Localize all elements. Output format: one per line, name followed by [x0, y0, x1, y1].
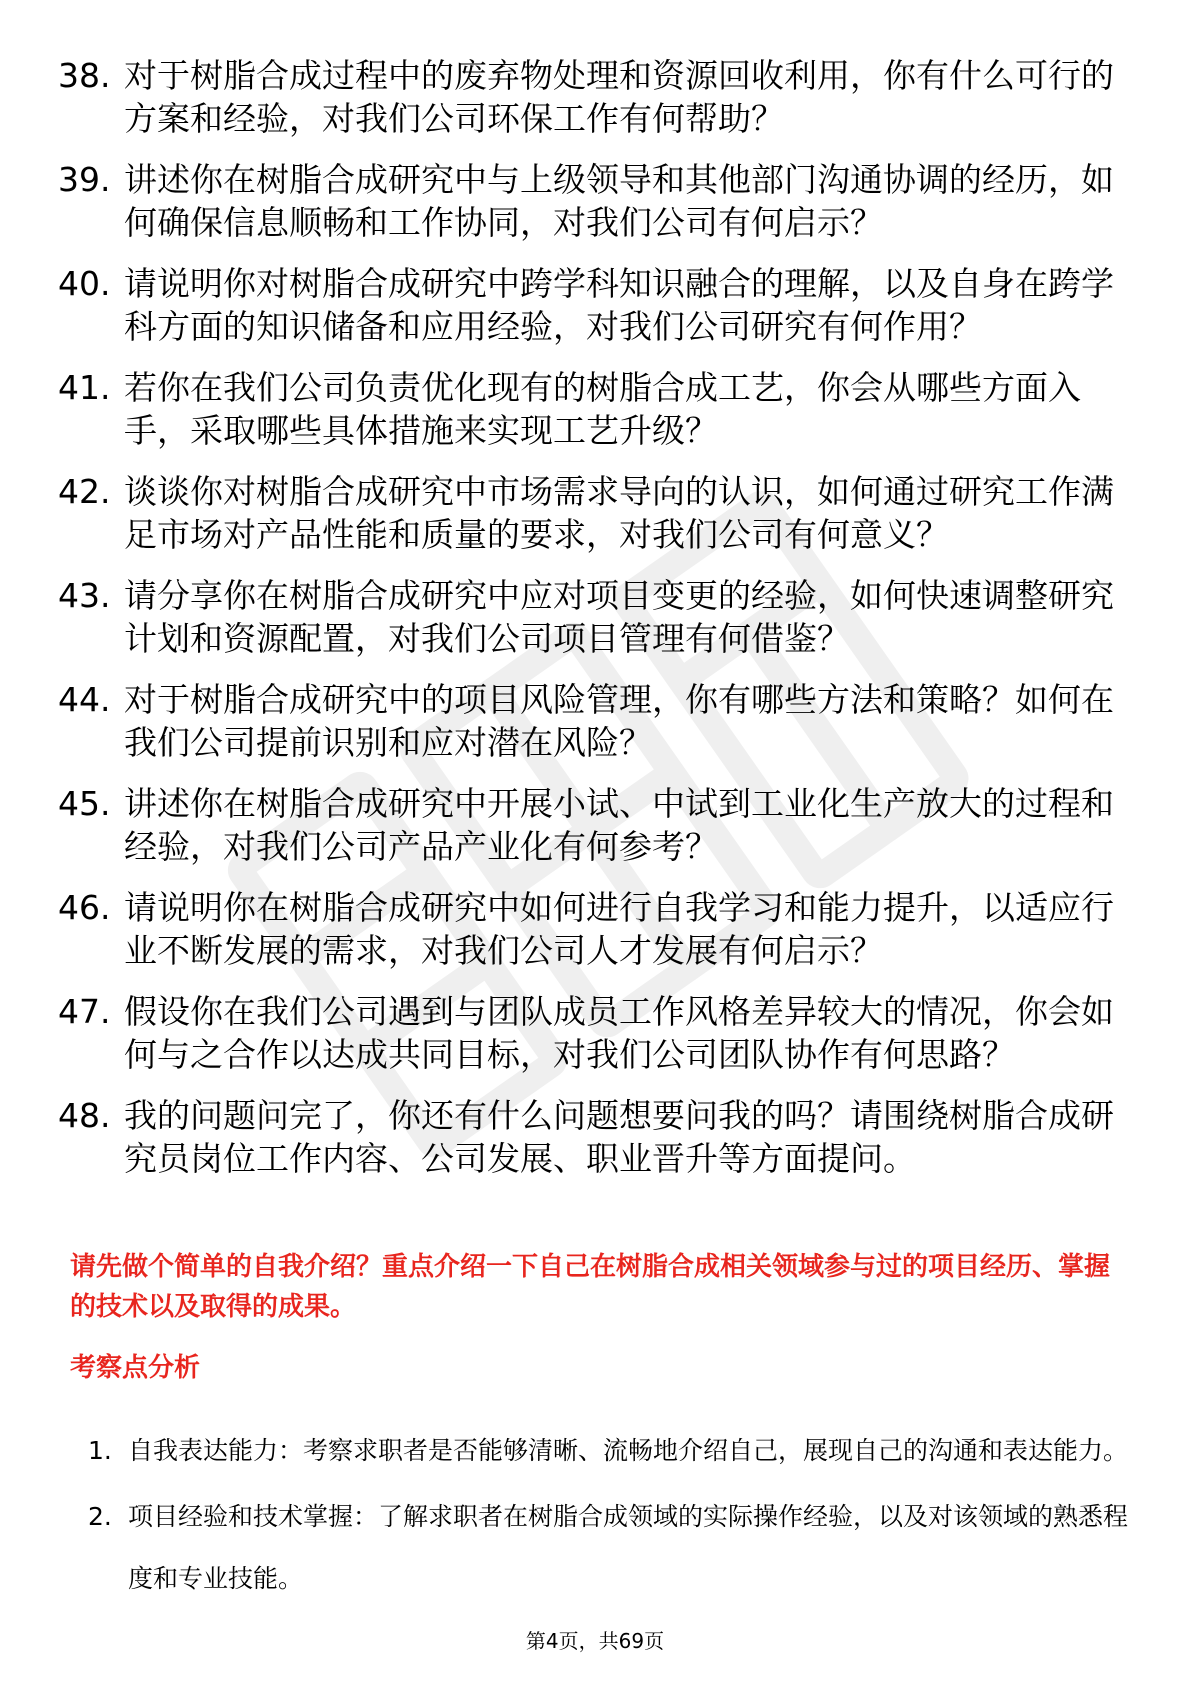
question-text: 对于树脂合成过程中的废弃物处理和资源回收利用，你有什么可行的方案和经验，对我们公司环保工作有何帮助？ — [124, 56, 1114, 138]
question-number: 45. — [58, 784, 111, 823]
question-item — [58, 782, 1138, 868]
question-number: 41. — [58, 368, 111, 407]
question-text: 我的问题问完了，你还有什么问题想要问我的吗？请围绕树脂合成研究员岗位工作内容、公司发展、职业晋升等方面提问。 — [124, 1096, 1114, 1178]
analysis-item — [88, 1420, 1128, 1482]
question-number: 39. — [58, 160, 111, 199]
question-text: 对于树脂合成研究中的项目风险管理，你有哪些方法和策略？如何在我们公司提前识别和应对潜在风险？ — [124, 680, 1114, 762]
question-number: 44. — [58, 680, 111, 719]
question-text: 请说明你对树脂合成研究中跨学科知识融合的理解，以及自身在跨学科方面的知识储备和应用经验，对我们公司研究有何作用？ — [124, 264, 1114, 346]
question-text: 讲述你在树脂合成研究中开展小试、中试到工业化生产放大的过程和经验，对我们公司产品产业化有何参考？ — [124, 784, 1114, 866]
question-item — [58, 366, 1138, 452]
question-item — [58, 1094, 1138, 1180]
question-item — [58, 574, 1138, 660]
question-text: 若你在我们公司负责优化现有的树脂合成工艺，你会从哪些方面入手，采取哪些具体措施来实现工艺升级？ — [124, 368, 1081, 450]
analysis-text: 项目经验和技术掌握：了解求职者在树脂合成领域的实际操作经验，以及对该领域的熟悉程度和专业技能。 — [128, 1502, 1129, 1593]
question-number: 46. — [58, 888, 111, 927]
question-item — [58, 678, 1138, 764]
question-item — [58, 158, 1138, 244]
question-number: 40. — [58, 264, 111, 303]
question-text: 讲述你在树脂合成研究中与上级领导和其他部门沟通协调的经历，如何确保信息顺畅和工作协同，对我们公司有何启示？ — [124, 160, 1114, 242]
question-number: 48. — [58, 1096, 111, 1135]
question-number: 47. — [58, 992, 111, 1031]
question-list — [58, 54, 1138, 1198]
highlight-question: 请先做个简单的自我介绍？重点介绍一下自己在树脂合成相关领域参与过的项目经历、掌握的技术以及取得的成果。 — [70, 1252, 1111, 1322]
question-item — [58, 886, 1138, 972]
question-text: 假设你在我们公司遇到与团队成员工作风格差异较大的情况，你会如何与之合作以达成共同目标，对我们公司团队协作有何思路？ — [124, 992, 1114, 1074]
analysis-number: 1. — [88, 1436, 112, 1465]
question-text: 谈谈你对树脂合成研究中市场需求导向的认识，如何通过研究工作满足市场对产品性能和质量的要求，对我们公司有何意义？ — [124, 472, 1114, 554]
question-item — [58, 54, 1138, 140]
question-item — [58, 262, 1138, 348]
question-item — [58, 990, 1138, 1076]
page-footer: 第4页，共69页 — [525, 1629, 665, 1653]
analysis-heading: 考察点分析 — [70, 1353, 201, 1383]
question-item — [58, 470, 1138, 556]
analysis-item — [88, 1486, 1128, 1610]
question-number: 38. — [58, 56, 111, 95]
analysis-list — [88, 1420, 1128, 1614]
question-number: 43. — [58, 576, 111, 615]
analysis-number: 2. — [88, 1502, 112, 1531]
analysis-text: 自我表达能力：考察求职者是否能够清晰、流畅地介绍自己，展现自己的沟通和表达能力。 — [128, 1436, 1129, 1465]
question-number: 42. — [58, 472, 111, 511]
question-text: 请说明你在树脂合成研究中如何进行自我学习和能力提升，以适应行业不断发展的需求，对我们公司人才发展有何启示？ — [124, 888, 1114, 970]
question-text: 请分享你在树脂合成研究中应对项目变更的经验，如何快速调整研究计划和资源配置，对我们公司项目管理有何借鉴？ — [124, 576, 1114, 658]
